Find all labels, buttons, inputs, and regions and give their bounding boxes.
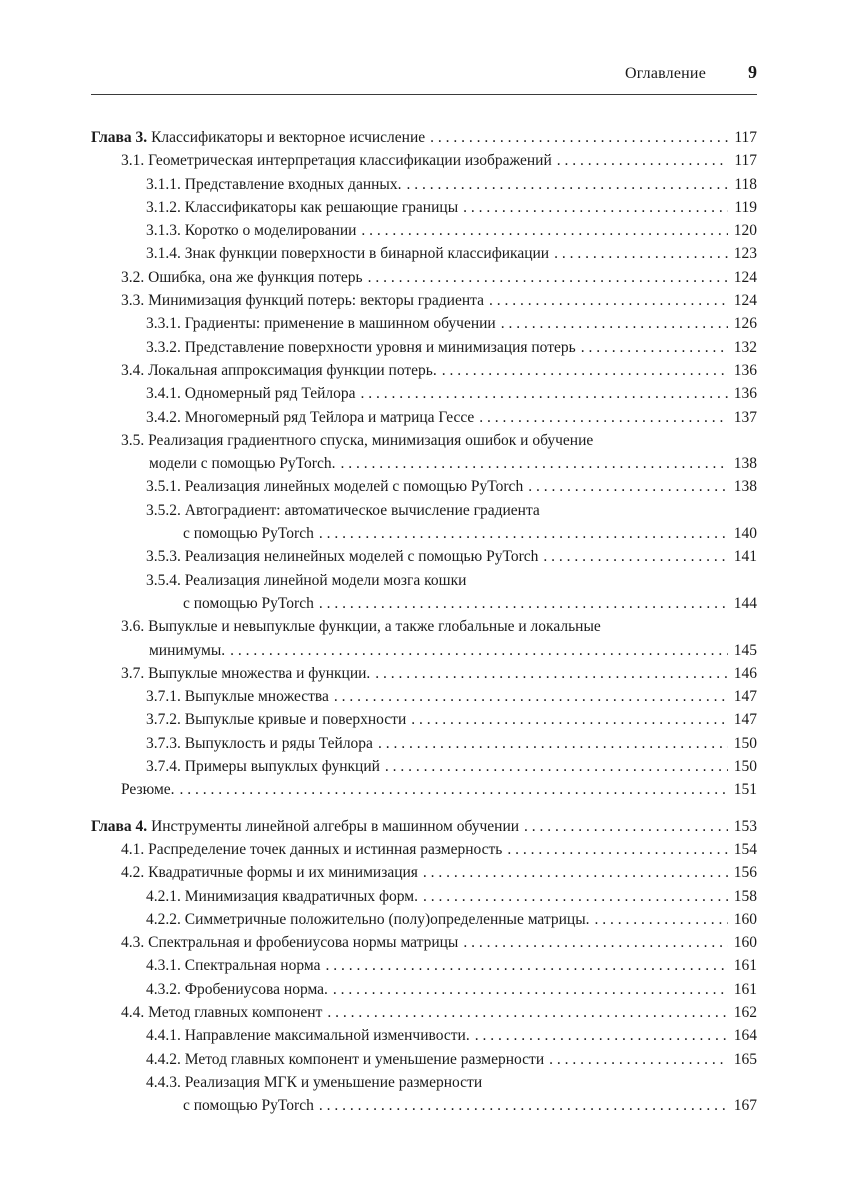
toc-entry-page: 160	[733, 934, 757, 952]
dot-leader	[319, 522, 728, 545]
toc-entry	[91, 359, 757, 382]
toc-entry-page: 136	[733, 361, 757, 379]
toc-entry-title: 3.3.1. Градиенты: применение в машинном обучении	[146, 315, 496, 333]
toc-entry-title: 4.3.1. Спектральная норма	[146, 957, 321, 975]
toc-entry-title: с помощью PyTorch	[183, 525, 314, 543]
toc-entry-page: 118	[734, 175, 757, 193]
toc-entry	[91, 978, 757, 1001]
toc-entry-title: модели с помощью PyTorch.	[149, 455, 336, 473]
toc-entry-title: 3.7.2. Выпуклые кривые и поверхности	[146, 711, 407, 729]
toc-entry-title: 3.5.3. Реализация нелинейных моделей с помощью PyTorch	[146, 548, 539, 566]
toc-entry	[91, 592, 757, 615]
toc-entry-chapter-prefix: Глава 4.	[91, 817, 152, 835]
toc-entry-page: 144	[733, 594, 757, 612]
toc-entry	[91, 406, 757, 429]
toc-entry-title: 3.3.2. Представление поверхности уровня и минимизация потерь	[146, 338, 576, 356]
dot-leader	[442, 359, 728, 382]
toc-entry-title: с помощью PyTorch	[183, 1097, 314, 1115]
dot-leader	[501, 312, 728, 335]
toc-entry-page: 154	[733, 840, 757, 858]
dot-leader	[230, 639, 728, 662]
toc-entry	[91, 289, 757, 312]
toc-entry-title: 3.7.3. Выпуклость и ряды Тейлора	[146, 734, 373, 752]
toc-entry-title: 3.5.1. Реализация линейных моделей с помощью PyTorch	[146, 478, 524, 496]
toc-entry-page: 141	[733, 548, 757, 566]
toc-entry-page: 167	[733, 1097, 757, 1115]
dot-leader	[325, 954, 728, 977]
toc-entry-title: 4.2.1. Минимизация квадратичных форм.	[146, 887, 418, 905]
toc-entry	[91, 1094, 757, 1117]
page-header	[91, 62, 757, 95]
toc-entry	[91, 931, 757, 954]
dot-leader	[423, 861, 728, 884]
toc-entry-page: 147	[733, 711, 757, 729]
toc-entry-title: 4.4.3. Реализация МГК и уменьшение размерности	[146, 1073, 483, 1091]
header-page-number: 9	[748, 62, 757, 82]
toc-entry-title: Глава 4. Инструменты линейной алгебры в машинном обучении	[91, 817, 520, 835]
toc-entry-page: 120	[733, 222, 757, 240]
dot-leader	[524, 815, 728, 838]
toc-entry-page: 132	[733, 338, 757, 356]
toc-entry	[91, 615, 757, 638]
dot-leader	[475, 1024, 728, 1047]
toc-entry-title: Резюме.	[121, 781, 175, 799]
toc-entry-page: 145	[733, 641, 757, 659]
toc-entry-page: 151	[733, 781, 757, 799]
dot-leader	[319, 592, 728, 615]
toc-entry-title: 3.7. Выпуклые множества и функции.	[121, 664, 371, 682]
toc-entry	[91, 778, 757, 801]
toc-entry-page: 126	[733, 315, 757, 333]
toc-entry	[91, 815, 757, 838]
toc-entry-page: 153	[733, 817, 757, 835]
toc-entry	[91, 885, 757, 908]
toc-entry-title: 4.3. Спектральная и фробениусова нормы матрицы	[121, 934, 459, 952]
toc-entry-title: 3.7.1. Выпуклые множества	[146, 688, 329, 706]
toc-entry	[91, 219, 757, 242]
toc-entry-title: 3.1. Геометрическая интерпретация классификации изображений	[121, 152, 552, 170]
dot-leader	[334, 685, 728, 708]
toc-entry-page: 117	[734, 152, 757, 170]
toc-entry-title: 3.4. Локальная аппроксимация функции потерь.	[121, 361, 437, 379]
toc-entry-page: 124	[733, 292, 757, 310]
dot-leader	[557, 149, 728, 172]
dot-leader	[463, 196, 728, 219]
dot-leader	[375, 662, 728, 685]
toc-entry	[91, 522, 757, 545]
toc-entry-title: 3.4.1. Одномерный ряд Тейлора	[146, 385, 356, 403]
toc-entry-page: 123	[733, 245, 757, 263]
toc-entry	[91, 475, 757, 498]
toc-entry-title: 3.4.2. Многомерный ряд Тейлора и матрица Гессе	[146, 408, 475, 426]
dot-leader	[406, 173, 728, 196]
toc-entry-chapter-prefix: Глава 3.	[91, 129, 152, 146]
toc-entry-title: 4.4. Метод главных компонент	[121, 1003, 323, 1021]
toc-entry-title: 3.6. Выпуклые и невыпуклые функции, а также глобальные и локальные	[121, 618, 601, 636]
dot-leader	[507, 838, 728, 861]
toc-entry-title: 3.3. Минимизация функций потерь: векторы градиента	[121, 292, 484, 310]
dot-leader	[378, 732, 728, 755]
dot-leader	[361, 219, 728, 242]
toc-entry	[91, 429, 757, 452]
toc-entry	[91, 838, 757, 861]
toc-entry	[91, 908, 757, 931]
toc-entry-title: Глава 3. Классификаторы и векторное исчисление	[91, 129, 426, 146]
toc-entry-page: 158	[733, 887, 757, 905]
toc-entry	[91, 639, 757, 662]
toc-entry	[91, 1001, 757, 1024]
toc-entry-page: 137	[733, 408, 757, 426]
toc-entry	[91, 149, 757, 172]
toc-list	[91, 126, 757, 1117]
toc-entry-title: 3.1.2. Классификаторы как решающие границы	[146, 198, 459, 216]
toc-entry-page: 160	[733, 910, 757, 928]
dot-leader	[528, 475, 728, 498]
toc-entry-page: 138	[733, 478, 757, 496]
toc-entry	[91, 126, 757, 149]
toc-entry-page: 136	[733, 385, 757, 403]
toc-entry-page: 138	[733, 455, 757, 473]
toc-entry-title: 3.2. Ошибка, она же функция потерь	[121, 268, 363, 286]
dot-leader	[554, 242, 728, 265]
toc-entry	[91, 662, 757, 685]
toc-entry	[91, 545, 757, 568]
toc-entry	[91, 452, 757, 475]
toc-entry-page: 165	[733, 1050, 757, 1068]
dot-leader	[368, 266, 728, 289]
toc-entry-title: с помощью PyTorch	[183, 594, 314, 612]
dot-leader	[385, 755, 728, 778]
toc-entry-title: минимумы.	[149, 641, 226, 659]
toc-entry	[91, 242, 757, 265]
dot-leader	[463, 931, 728, 954]
toc-entry-page: 162	[733, 1003, 757, 1021]
toc-entry	[91, 173, 757, 196]
toc-entry	[91, 755, 757, 778]
dot-leader	[327, 1001, 728, 1024]
dot-leader	[340, 452, 728, 475]
toc-entry-page: 119	[734, 198, 757, 216]
toc-entry	[91, 382, 757, 405]
toc-entry-page: 164	[733, 1027, 757, 1045]
dot-leader	[430, 126, 728, 149]
toc-entry-page: 140	[733, 525, 757, 543]
toc-entry	[91, 312, 757, 335]
toc-entry	[91, 1071, 757, 1094]
dot-leader	[361, 382, 729, 405]
dot-leader	[595, 908, 729, 931]
toc-entry	[91, 954, 757, 977]
toc-entry-title: 3.7.4. Примеры выпуклых функций	[146, 758, 380, 776]
toc-entry-title: 3.5. Реализация градиентного спуска, минимизация ошибок и обучение	[121, 431, 594, 449]
dot-leader	[479, 406, 728, 429]
toc-entry-title: 3.1.3. Коротко о моделировании	[146, 222, 357, 240]
dot-leader	[549, 1048, 728, 1071]
dot-leader	[543, 545, 728, 568]
toc-entry-page: 124	[733, 268, 757, 286]
toc-entry	[91, 861, 757, 884]
dot-leader	[180, 778, 728, 801]
toc-entry	[91, 1048, 757, 1071]
toc-entry-page: 117	[734, 129, 757, 146]
dot-leader	[489, 289, 728, 312]
dot-leader	[423, 885, 728, 908]
toc-entry	[91, 685, 757, 708]
toc-entry-title: 3.5.4. Реализация линейной модели мозга кошки	[146, 571, 467, 589]
toc-entry-title: 3.1.1. Представление входных данных.	[146, 175, 402, 193]
toc-entry	[91, 708, 757, 731]
toc-entry-title: 4.4.1. Направление максимальной изменчивости.	[146, 1027, 470, 1045]
dot-leader	[333, 978, 728, 1001]
toc-entry-title: 3.5.2. Автоградиент: автоматическое вычисление градиента	[146, 501, 540, 519]
toc-entry	[91, 266, 757, 289]
toc-entry-page: 156	[733, 864, 757, 882]
toc-entry	[91, 732, 757, 755]
header-title: Оглавление	[624, 65, 706, 82]
toc-entry	[91, 336, 757, 359]
toc-entry-title: 4.2. Квадратичные формы и их минимизация	[121, 864, 418, 882]
dot-leader	[411, 708, 728, 731]
toc-entry	[91, 196, 757, 219]
toc-entry	[91, 1024, 757, 1047]
toc-entry-title: 4.3.2. Фробениусова норма.	[146, 980, 328, 998]
dot-leader	[319, 1094, 728, 1117]
toc-entry-title: 4.1. Распределение точек данных и истинная размерность	[121, 840, 503, 858]
toc-entry-page: 146	[733, 664, 757, 682]
toc-entry-page: 150	[733, 734, 757, 752]
toc-entry-title: 4.4.2. Метод главных компонент и уменьшение размерности	[146, 1050, 545, 1068]
toc-entry-title: 4.2.2. Симметричные положительно (полу)определенные матрицы.	[146, 910, 590, 928]
dot-leader	[581, 336, 728, 359]
toc-entry-page: 150	[733, 758, 757, 776]
toc-entry	[91, 569, 757, 592]
toc-entry-page: 147	[733, 688, 757, 706]
toc-entry-page: 161	[733, 957, 757, 975]
toc-entry-title: 3.1.4. Знак функции поверхности в бинарной классификации	[146, 245, 550, 263]
toc-entry	[91, 499, 757, 522]
toc-entry-page: 161	[733, 980, 757, 998]
